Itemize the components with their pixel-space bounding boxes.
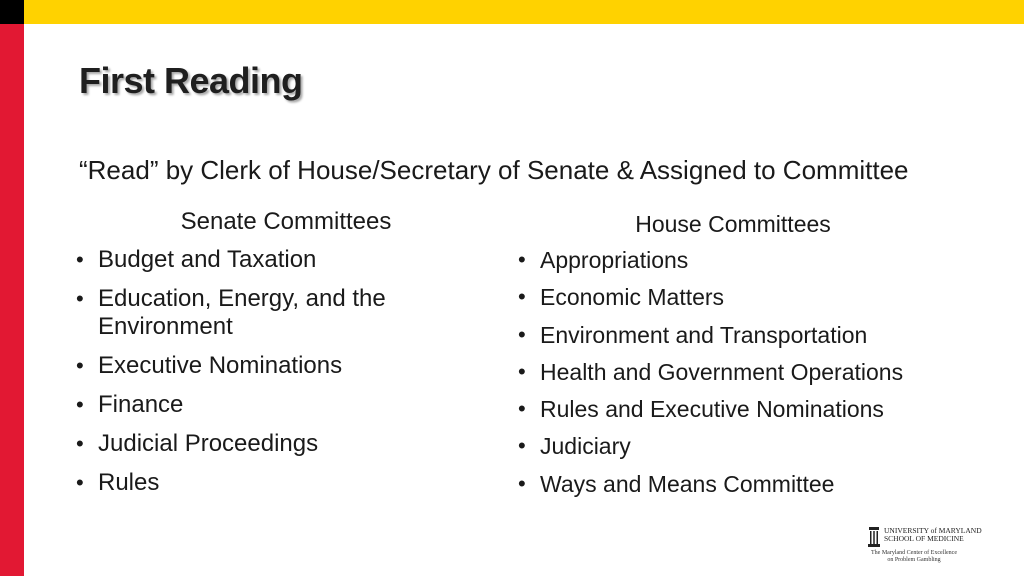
bullet-icon: • — [518, 470, 526, 496]
university-crest-icon — [868, 527, 880, 547]
list-item — [76, 285, 458, 341]
slide-subtitle: “Read” by Clerk of House/Secretary of Senate & Assigned to Committee — [79, 155, 909, 185]
bullet-icon: • — [76, 431, 84, 456]
bullet-icon: • — [518, 396, 526, 422]
logo-university-line2: SCHOOL OF MEDICINE — [884, 534, 964, 543]
list-item-text: Judicial Proceedings — [98, 430, 319, 457]
logo-center-line2: on Problem Gambling — [887, 557, 941, 563]
bullet-icon: • — [518, 433, 526, 459]
logo-university-line1: UNIVERSITY of MARYLAND — [884, 526, 982, 535]
list-item-text: Judiciary — [540, 433, 631, 460]
list-item — [518, 358, 988, 386]
bullet-icon: • — [518, 247, 526, 272]
list-item-text: Environment and Transportation — [540, 321, 868, 348]
list-item-text: Rules and Executive Nominations — [540, 396, 884, 423]
bullet-icon: • — [76, 247, 84, 272]
bullet-icon: • — [76, 470, 84, 495]
house-committees-heading: House Committees — [635, 211, 831, 237]
senate-committees-heading: Senate Committees — [180, 208, 392, 235]
left-red-bar — [0, 24, 24, 576]
bullet-icon: • — [76, 353, 84, 378]
top-gold-bar — [24, 0, 1024, 24]
bullet-icon: • — [518, 284, 526, 310]
list-item-text: Education, Energy, and the Environment — [98, 285, 386, 340]
list-item — [518, 470, 988, 498]
list-item-text: Appropriations — [540, 247, 689, 273]
list-item-text: Executive Nominations — [98, 352, 343, 379]
list-item — [518, 395, 988, 423]
list-item — [76, 430, 476, 458]
bullet-icon: • — [76, 392, 84, 417]
bullet-icon: • — [518, 358, 526, 384]
list-item-text: Budget and Taxation — [98, 246, 317, 273]
list-item — [76, 391, 476, 419]
list-item — [76, 246, 476, 274]
bullet-icon: • — [76, 286, 84, 311]
list-item — [76, 352, 476, 380]
logo-center-text — [868, 550, 960, 564]
list-item — [76, 469, 476, 497]
list-item-text: Rules — [98, 469, 160, 496]
list-item — [518, 432, 988, 460]
list-item-text: Economic Matters — [540, 284, 725, 311]
list-item-text: Health and Government Operations — [540, 358, 904, 385]
slide-title: First Reading — [79, 60, 303, 101]
list-item-text: Ways and Means Committee — [540, 470, 835, 497]
list-item — [518, 321, 988, 349]
umsom-logo — [866, 525, 982, 567]
logo-center-line1: The Maryland Center of Excellence — [871, 550, 957, 556]
senate-committees-column — [76, 208, 476, 508]
top-left-black-block — [0, 0, 24, 24]
house-committees-list — [518, 246, 988, 498]
senate-committees-list — [76, 246, 476, 497]
list-item-text: Finance — [98, 391, 184, 418]
bullet-icon: • — [518, 321, 526, 347]
logo-university-text — [884, 527, 982, 543]
list-item — [518, 283, 988, 311]
house-committees-column — [518, 208, 988, 507]
list-item — [518, 246, 988, 274]
